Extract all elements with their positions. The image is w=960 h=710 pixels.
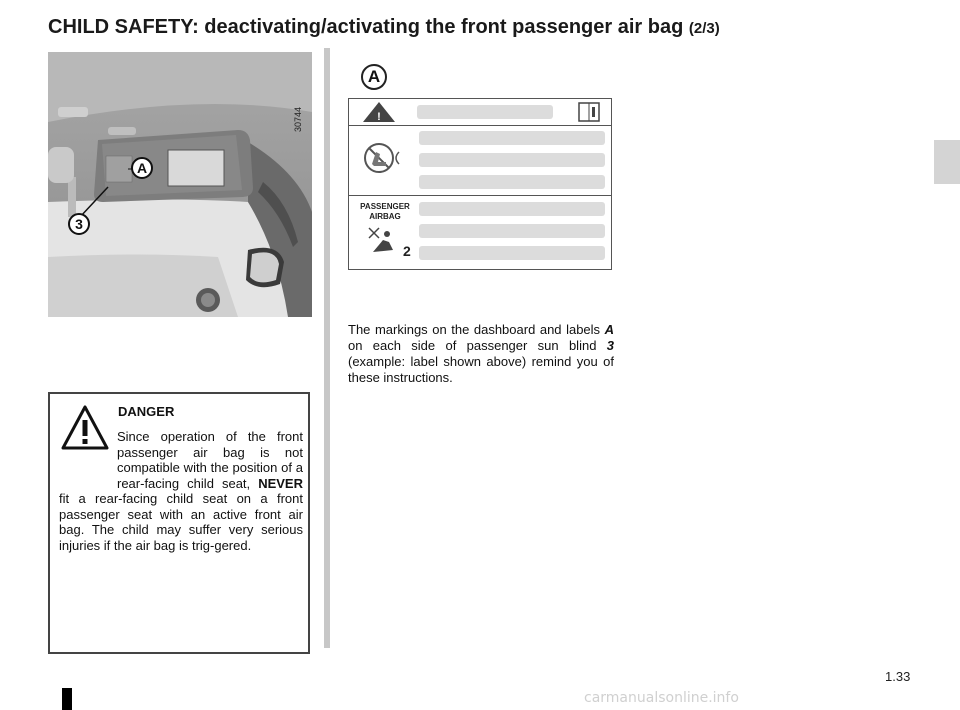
crop-mark [62, 688, 72, 710]
page-number: 1.33 [885, 669, 911, 684]
danger-warning-box [48, 392, 310, 654]
placeholder-bar [419, 153, 605, 167]
manual-book-icon [577, 101, 603, 123]
danger-title: DANGER [118, 404, 175, 419]
no-rear-facing-seat-icon [361, 140, 407, 180]
caption-text-3: (example: label shown above) remind you of these instructions. [348, 354, 614, 385]
caption-text-2: on each side of passenger sun blind [348, 338, 597, 353]
label-figure-letter: A [361, 64, 387, 90]
passenger-airbag-label: PASSENGER AIRBAG [360, 202, 410, 221]
caption-label-ref: A [604, 322, 614, 337]
placeholder-bar [419, 202, 605, 216]
placeholder-bar [419, 175, 605, 189]
title-text: CHILD SAFETY: deactivating/activating the front passenger air bag [48, 16, 684, 38]
placeholder-bar [419, 131, 605, 145]
callout-label-a: A [131, 157, 153, 179]
danger-text [59, 429, 303, 553]
watermark: carmanualsonline.info [584, 690, 739, 706]
passenger-airbag-row [349, 196, 611, 269]
danger-text-2: fit a rear-facing child seat on a front passenger seat with an active front air bag. The child may suffer very serious injuries if the air bag is trig-gered. [59, 491, 303, 553]
page-title [48, 16, 720, 39]
danger-never: NEVER [258, 475, 303, 491]
danger-text-1: Since operation of the front passenger air bag is not compatible with the position of a rear-facing child seat, [117, 429, 303, 491]
title-part: (2/3) [688, 20, 720, 37]
caption-text-1: The markings on the dashboard and labels [348, 322, 601, 337]
photo-id-right [596, 67, 606, 92]
warning-triangle-icon [359, 99, 399, 125]
chapter-tab [934, 140, 960, 184]
column-divider [324, 48, 330, 648]
label-header-row [349, 99, 611, 126]
caption-blind-ref: 3 [606, 338, 614, 353]
sun-visor-photo [48, 52, 312, 317]
placeholder-bar [419, 224, 605, 238]
child-seat-row [349, 126, 611, 196]
placeholder-bar [417, 105, 553, 119]
label-caption [348, 322, 614, 386]
svg-text:!: ! [377, 111, 381, 123]
svg-text:2: 2 [403, 243, 411, 258]
placeholder-bar [419, 246, 605, 260]
airbag-off-icon [367, 226, 411, 258]
airbag-label-illustration [348, 98, 612, 270]
callout-sun-blind-3: 3 [68, 213, 90, 235]
photo-id-left: 30744 [293, 106, 303, 132]
